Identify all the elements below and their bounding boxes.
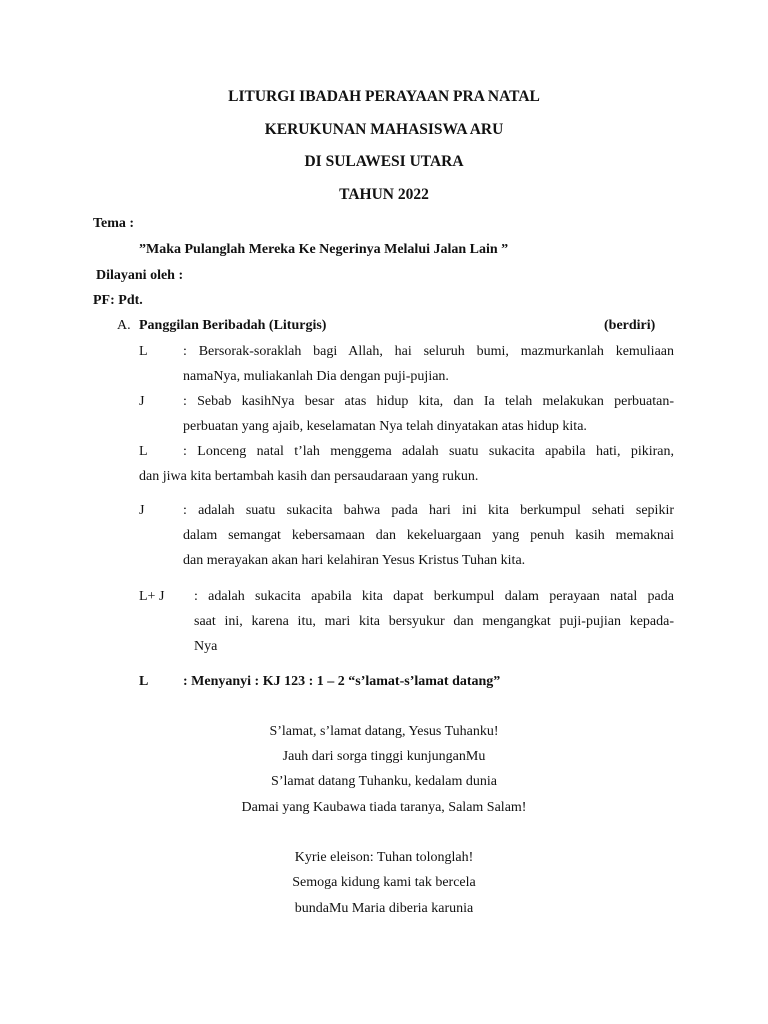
dialog-line: : adalah sukacita apabila kita dapat berkumpul dalam perayaan natal pada [194, 589, 674, 604]
title-line-4: TAHUN 2022 [339, 186, 429, 203]
verse-line: Kyrie eleison: Tuhan tolonglah! [294, 850, 474, 865]
verse-line: Semoga kidung kami tak bercela [292, 875, 476, 890]
dialog-line: dalam semangat kebersamaan dan kekeluargaan yang penuh kasih memaknai [183, 528, 674, 543]
verse-line: Damai yang Kaubawa tiada taranya, Salam Salam! [241, 800, 527, 815]
tema-text: ”Maka Pulanglah Mereka Ke Negerinya Melalui Jalan Lain ” [139, 242, 509, 257]
song-speaker: L [139, 674, 149, 689]
dialog-line: perbuatan yang ajaib, keselamatan Nya telah dinyatakan atas hidup kita. [183, 419, 587, 434]
title-line-2: KERUKUNAN MAHASISWA ARU [264, 121, 504, 138]
title-line-3: DI SULAWESI UTARA [304, 153, 464, 170]
tema-label: Tema : [93, 216, 135, 231]
dialog-line: dan jiwa kita bertambah kasih dan persaudaraan yang rukun. [139, 469, 479, 484]
verse-line: bundaMu Maria diberia karunia [294, 901, 474, 916]
pf-label: PF: Pdt. [93, 293, 143, 308]
dialog-line: dan merayakan akan hari kelahiran Yesus Kristus Tuhan kita. [183, 553, 526, 568]
verse-line: S’lamat datang Tuhanku, kedalam dunia [271, 774, 497, 789]
verse-line: S’lamat, s’lamat datang, Yesus Tuhanku! [269, 724, 499, 739]
song-call-text: : Menyanyi : KJ 123 : 1 – 2 “s’lamat-s’lamat datang” [183, 674, 501, 689]
dilayani-label: Dilayani oleh : [96, 268, 184, 283]
title-line-1: LITURGI IBADAH PERAYAAN PRA NATAL [228, 88, 540, 105]
dialog-line: saat ini, karena itu, mari kita bersyukur dan mengangkat puji-pujian kepada- [194, 614, 674, 629]
section-title: Panggilan Beribadah (Liturgis) [139, 318, 327, 333]
section-marker: A. [117, 318, 131, 333]
dialog-speaker: J [139, 394, 145, 409]
section-note: (berdiri) [604, 318, 656, 333]
verse-line: Jauh dari sorga tinggi kunjunganMu [282, 749, 486, 764]
dialog-speaker: L [139, 444, 148, 459]
dialog-line: : Lonceng natal t’lah menggema adalah suatu sukacita apabila hati, pikiran, [183, 444, 674, 459]
dialog-speaker: L [139, 344, 148, 359]
dialog-speaker: J [139, 503, 145, 518]
dialog-line: : Bersorak-soraklah bagi Allah, hai seluruh bumi, mazmurkanlah kemuliaan [183, 344, 674, 359]
dialog-line: : Sebab kasihNya besar atas hidup kita, dan Ia telah melakukan perbuatan- [183, 394, 674, 409]
dialog-line: Nya [194, 639, 218, 654]
dialog-line: : adalah suatu sukacita bahwa pada hari ini kita berkumpul sehati sepikir [183, 503, 674, 518]
dialog-line: namaNya, muliakanlah Dia dengan puji-pujian. [183, 369, 449, 384]
dialog-speaker: L+ J [139, 589, 165, 604]
